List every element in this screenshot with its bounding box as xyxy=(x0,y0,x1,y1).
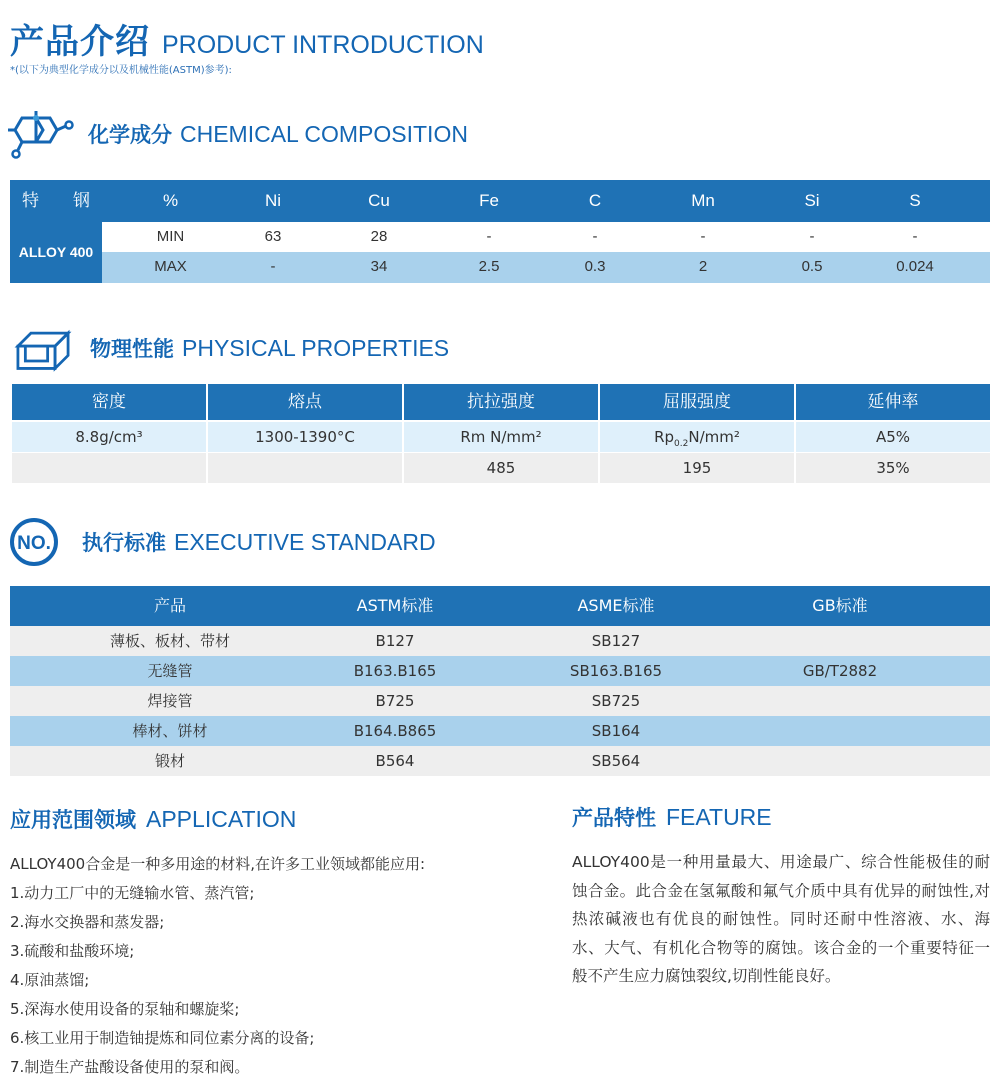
table-row-max xyxy=(102,252,990,283)
table-cell: SB127 xyxy=(591,632,641,650)
standard-table-header xyxy=(10,586,990,626)
table-cell: 0.5 xyxy=(801,258,823,275)
yield-unit-suffix: N/mm² xyxy=(688,428,740,446)
feature-title-en: FEATURE xyxy=(666,804,772,830)
table-cell: 焊接管 xyxy=(147,692,193,710)
table-cell: B163.B165 xyxy=(353,662,437,680)
header-cell: 产品 xyxy=(153,596,186,615)
yield-value: 195 xyxy=(600,453,794,483)
header-cell: 抗拉强度 xyxy=(404,384,598,420)
chemical-title-en: CHEMICAL COMPOSITION xyxy=(180,120,468,147)
physical-section-header xyxy=(8,322,449,374)
table-cell: 棒材、饼材 xyxy=(132,722,208,740)
header-cell: Ni xyxy=(264,191,282,210)
physical-title-en: PHYSICAL PROPERTIES xyxy=(182,334,450,361)
table-cell: 2.5 xyxy=(478,258,500,275)
table-cell xyxy=(740,686,940,716)
density-value: 8.8g/cm³ xyxy=(12,422,206,452)
table-cell: 0.3 xyxy=(584,258,606,275)
table-cell: SB725 xyxy=(591,692,641,710)
table-cell: 薄板、板材、带材 xyxy=(109,632,230,650)
physical-title-cn: 物理性能 xyxy=(90,337,174,361)
table-cell: - xyxy=(912,228,918,245)
feature-paragraph: ALLOY400是一种用量最大、用途最广、综合性能极佳的耐蚀合金。此合金在氢氟酸和氟气介质中具有优异的耐蚀性,对热浓碱液也有优良的耐蚀性。同时还耐中性溶液、水、海水、大气、有机化合物等的腐蚀。该合金的一个重要特征一般不产生应力腐蚀裂纹,切削性能良好。 xyxy=(572,853,990,985)
number-badge-text: NO. xyxy=(17,533,51,554)
table-cell: 34 xyxy=(370,258,388,275)
table-row xyxy=(10,686,990,716)
table-cell: 28 xyxy=(370,228,388,245)
list-item: ALLOY400合金是一种多用途的材料,在许多工业领域都能应用: xyxy=(10,855,426,873)
table-row-min xyxy=(102,222,990,252)
table-cell: 0.024 xyxy=(896,258,934,275)
header-cell: GB标准 xyxy=(812,596,868,615)
standard-title-en: EXECUTIVE STANDARD xyxy=(174,528,436,555)
table-cell: B127 xyxy=(375,632,415,650)
table-cell xyxy=(740,716,940,746)
table-cell xyxy=(12,453,206,483)
table-cell: B164.B865 xyxy=(353,722,437,740)
table-cell: - xyxy=(592,228,598,245)
yield-unit xyxy=(600,422,794,452)
table-cell: - xyxy=(270,258,276,275)
header-cell: ASTM标准 xyxy=(356,596,434,615)
table-cell: B564 xyxy=(375,752,415,770)
chemical-section-header xyxy=(6,108,468,160)
list-item: 6.核工业用于制造铀提炼和同位素分离的设备; xyxy=(10,1029,315,1047)
table-cell: - xyxy=(809,228,815,245)
table-cell xyxy=(208,453,402,483)
grade-label: ALLOY 400 xyxy=(10,222,102,283)
table-cell: MAX xyxy=(154,258,187,275)
table-cell: MIN xyxy=(156,228,185,245)
list-item: 5.深海水使用设备的泵轴和螺旋桨; xyxy=(10,1000,240,1018)
header-cell: ASME标准 xyxy=(577,596,655,615)
table-cell: 锻材 xyxy=(154,752,185,770)
application-section-header xyxy=(10,804,296,834)
table-row xyxy=(10,626,990,656)
table-row xyxy=(10,746,990,776)
melting-value: 1300-1390°C xyxy=(208,422,402,452)
chemical-table-header xyxy=(10,180,990,222)
header-cell: 屈服强度 xyxy=(600,384,794,420)
table-row xyxy=(10,656,990,686)
application-title-cn: 应用范围领域 xyxy=(10,808,136,832)
yield-unit-sub: 0.2 xyxy=(674,439,689,449)
application-title-en: APPLICATION xyxy=(146,806,297,832)
table-cell xyxy=(740,746,940,776)
table-cell: 63 xyxy=(264,228,282,245)
list-item: 3.硫酸和盐酸环境; xyxy=(10,942,135,960)
list-item: 7.制造生产盐酸设备使用的泵和阀。 xyxy=(10,1058,250,1076)
number-badge-icon xyxy=(8,516,60,568)
elongation-unit: A5% xyxy=(796,422,990,452)
page-title-en: PRODUCT INTRODUCTION xyxy=(162,31,484,59)
table-cell: GB/T2882 xyxy=(802,662,878,680)
chemical-table xyxy=(10,180,990,283)
feature-section-header xyxy=(572,802,772,832)
header-cell: 特 钢 xyxy=(22,191,90,210)
table-cell xyxy=(740,626,940,656)
header-cell: 熔点 xyxy=(208,384,402,420)
standard-title-cn: 执行标准 xyxy=(82,531,166,555)
list-item: 2.海水交换器和蒸发器; xyxy=(10,913,165,931)
header-cell: Si xyxy=(804,191,820,210)
table-cell: SB164 xyxy=(591,722,641,740)
header-cell: S xyxy=(909,191,921,210)
list-item: 1.动力工厂中的无缝输水管、蒸汽管; xyxy=(10,884,255,902)
yield-unit-prefix: Rp xyxy=(654,428,675,446)
list-item: 4.原油蒸馏; xyxy=(10,971,90,989)
table-cell: B725 xyxy=(375,692,415,710)
header-cell: C xyxy=(588,191,602,210)
header-cell: % xyxy=(162,191,179,210)
application-list xyxy=(10,850,540,1082)
table-cell: SB163.B165 xyxy=(569,662,663,680)
table-cell: - xyxy=(486,228,492,245)
elongation-value: 35% xyxy=(796,453,990,483)
header-cell: 延伸率 xyxy=(796,384,990,420)
intro-note: *(以下为典型化学成分以及机械性能(ASTM)参考): xyxy=(10,65,232,76)
table-row xyxy=(10,716,990,746)
molecule-icon xyxy=(6,108,76,160)
header-cell: Fe xyxy=(479,191,499,210)
tensile-value: 485 xyxy=(404,453,598,483)
table-cell: - xyxy=(700,228,706,245)
page-title-cn: 产品介绍 xyxy=(10,22,150,62)
feature-title-cn: 产品特性 xyxy=(572,806,656,830)
header-cell: 密度 xyxy=(12,384,206,420)
standard-section-header xyxy=(8,516,436,568)
table-cell: 无缝管 xyxy=(147,662,193,680)
page-title xyxy=(10,14,484,63)
header-cell: Cu xyxy=(368,191,390,210)
header-cell: Mn xyxy=(691,191,715,210)
chemical-title-cn: 化学成分 xyxy=(88,123,172,147)
table-cell: SB564 xyxy=(591,752,641,770)
tensile-unit: Rm N/mm² xyxy=(404,422,598,452)
table-cell: 2 xyxy=(698,258,708,275)
profile-bar-icon xyxy=(8,322,78,374)
